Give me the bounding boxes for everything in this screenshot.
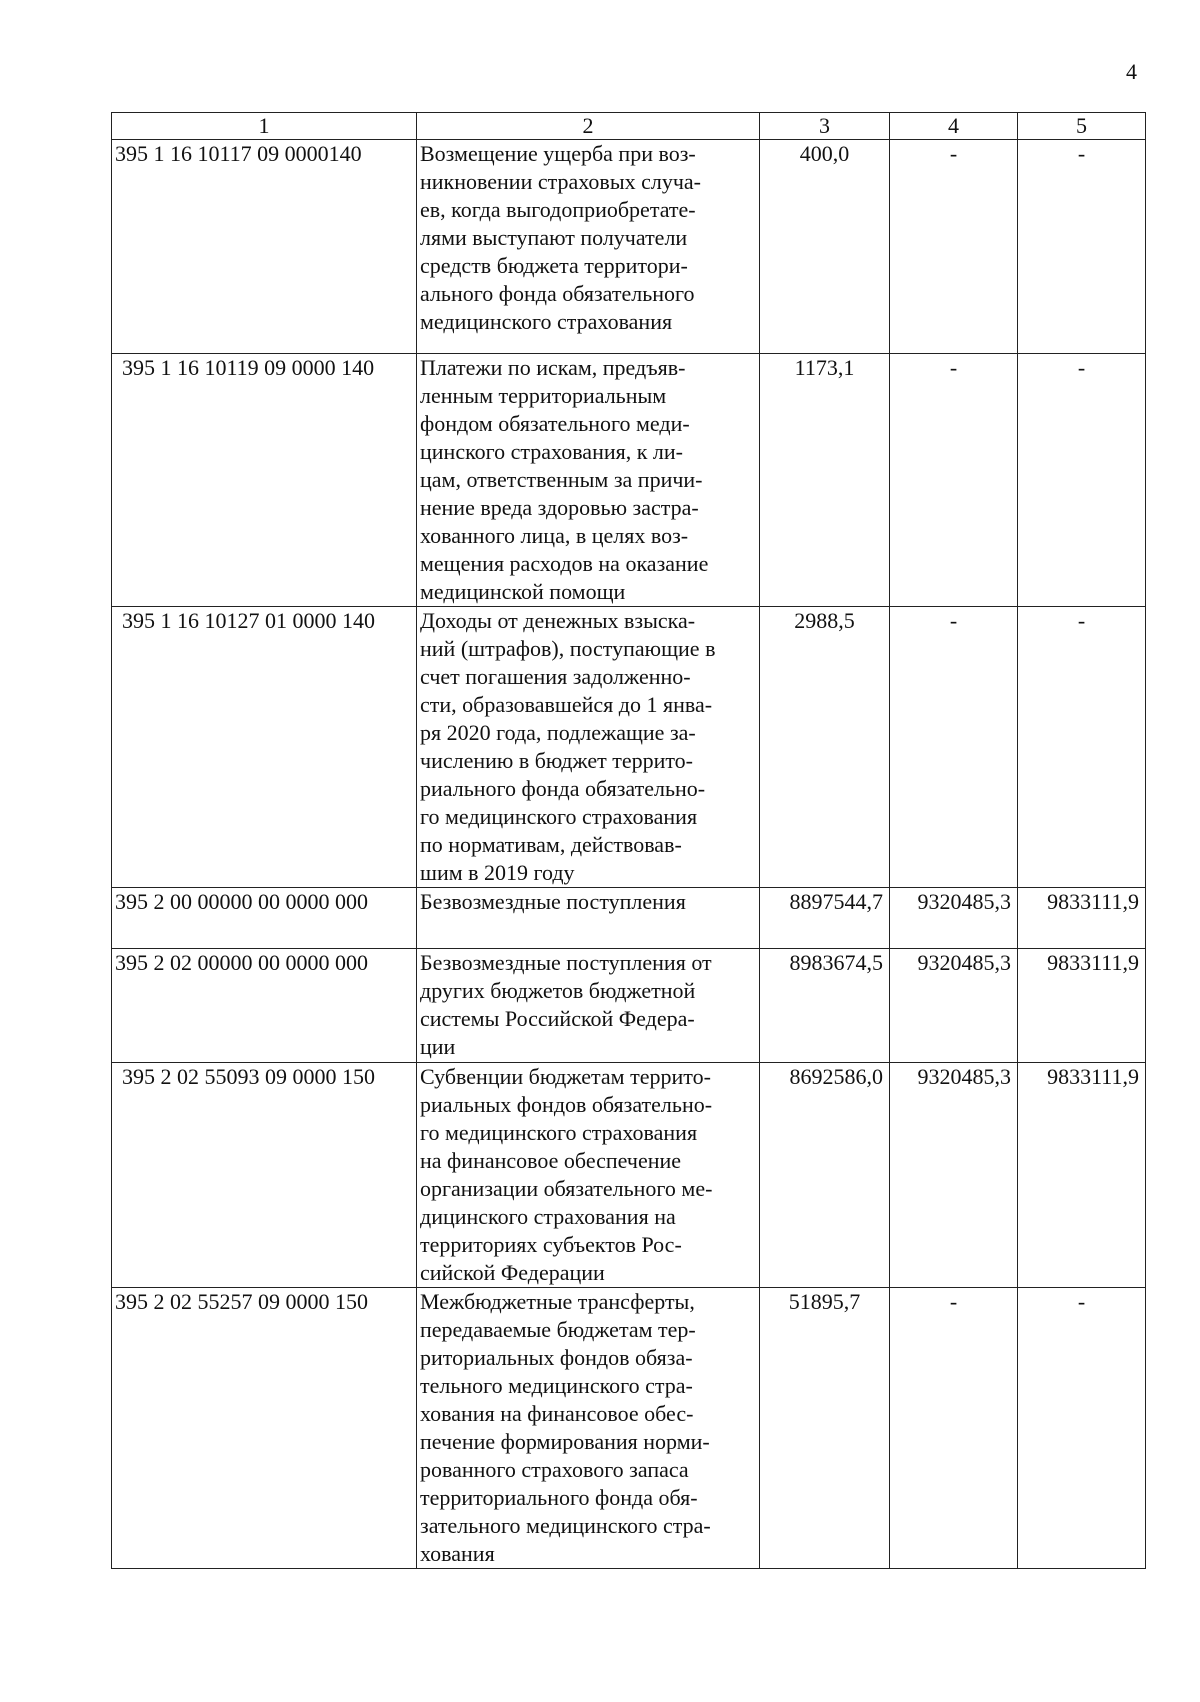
amount-col3-cell: 400,0: [760, 140, 890, 354]
table-row: [112, 1063, 1146, 1288]
item-name-line: печение формирования норми-: [420, 1429, 710, 1454]
table-row: [112, 354, 1146, 607]
item-name-cell: [417, 607, 760, 888]
item-name-line: других бюджетов бюджетной: [420, 978, 696, 1003]
item-name-line: никновении страховых случа-: [420, 169, 701, 194]
item-name-line: территориях субъектов Рос-: [420, 1232, 682, 1257]
item-name-line: фондом обязательного меди-: [420, 411, 690, 436]
item-name-line: территориального фонда обя-: [420, 1485, 698, 1510]
item-name-line: хования: [420, 1541, 495, 1566]
budget-code-cell: 395 1 16 10127 01 0000 140: [112, 607, 417, 888]
item-name-line: го медицинского страхования: [420, 804, 698, 829]
amount-col4-cell: -: [890, 140, 1018, 354]
item-name-line: риториальных фондов обяза-: [420, 1345, 693, 1370]
item-name-line: шим в 2019 году: [420, 860, 575, 885]
item-name-line: риальных фондов обязательно-: [420, 1092, 713, 1117]
item-name-line: передаваемые бюджетам тер-: [420, 1317, 696, 1342]
item-name-line: Межбюджетные трансферты,: [420, 1289, 695, 1314]
header-col-4: 4: [890, 113, 1018, 140]
item-name-cell: [417, 1288, 760, 1569]
item-name-line: по нормативам, действовав-: [420, 832, 682, 857]
amount-col5-cell: 9833111,9: [1018, 1063, 1146, 1288]
item-name-line: системы Российской Федера-: [420, 1006, 695, 1031]
item-name-line: цам, ответственным за причи-: [420, 467, 703, 492]
budget-code-cell: 395 2 02 55257 09 0000 150: [112, 1288, 417, 1569]
item-name-line: Платежи по искам, предъяв-: [420, 355, 686, 380]
item-name-line: сийской Федерации: [420, 1260, 605, 1285]
budget-code-cell: 395 2 02 55093 09 0000 150: [112, 1063, 417, 1288]
item-name-cell: [417, 354, 760, 607]
amount-col3-cell: 8983674,5: [760, 949, 890, 1063]
item-name-line: ев, когда выгодоприобретате-: [420, 197, 696, 222]
item-name-line: ря 2020 года, подлежащие за-: [420, 720, 696, 745]
amount-col3-cell: 1173,1: [760, 354, 890, 607]
table-row: [112, 140, 1146, 354]
amount-col3-cell: 2988,5: [760, 607, 890, 888]
header-col-5: 5: [1018, 113, 1146, 140]
item-name-line: числению в бюджет террито-: [420, 748, 694, 773]
header-col-3: 3: [760, 113, 890, 140]
amount-col4-cell: -: [890, 354, 1018, 607]
item-name-line: мещения расходов на оказание: [420, 551, 709, 576]
item-name-line: счет погашения задолженно-: [420, 664, 691, 689]
item-name-cell: [417, 949, 760, 1063]
item-name-line: го медицинского страхования: [420, 1120, 698, 1145]
item-name-line: средств бюджета территори-: [420, 253, 688, 278]
revenue-table: [111, 112, 1146, 1569]
budget-code-cell: 395 2 02 00000 00 0000 000: [112, 949, 417, 1063]
amount-col3-cell: 8692586,0: [760, 1063, 890, 1288]
amount-col5-cell: 9833111,9: [1018, 888, 1146, 949]
amount-col5-cell: -: [1018, 607, 1146, 888]
item-name-line: на финансовое обеспечение: [420, 1148, 682, 1173]
item-name-line: лями выступают получатели: [420, 225, 688, 250]
item-name-line: хования на финансовое обес-: [420, 1401, 694, 1426]
item-name-line: сти, образовавшейся до 1 янва-: [420, 692, 713, 717]
item-name-line: Безвозмездные поступления от: [420, 950, 712, 975]
item-name-line: зательного медицинского стра-: [420, 1513, 711, 1538]
header-col-2: 2: [417, 113, 760, 140]
amount-col5-cell: -: [1018, 1288, 1146, 1569]
item-name-line: дицинского страхования на: [420, 1204, 676, 1229]
amount-col4-cell: -: [890, 607, 1018, 888]
item-name-cell: [417, 1063, 760, 1288]
header-col-1: 1: [112, 113, 417, 140]
item-name-line: цинского страхования, к ли-: [420, 439, 684, 464]
item-name-line: Безвозмездные поступления: [420, 889, 686, 914]
amount-col3-cell: 8897544,7: [760, 888, 890, 949]
item-name-line: ции: [420, 1034, 456, 1059]
item-name-line: медицинского страхования: [420, 309, 673, 334]
header-row: [112, 113, 1146, 140]
budget-code-cell: 395 1 16 10117 09 0000140: [112, 140, 417, 354]
amount-col4-cell: 9320485,3: [890, 1063, 1018, 1288]
amount-col3-cell: 51895,7: [760, 1288, 890, 1569]
amount-col4-cell: 9320485,3: [890, 888, 1018, 949]
amount-col5-cell: -: [1018, 140, 1146, 354]
item-name-line: нение вреда здоровью застра-: [420, 495, 699, 520]
item-name-line: организации обязательного ме-: [420, 1176, 713, 1201]
item-name-cell: [417, 140, 760, 354]
item-name-line: Субвенции бюджетам террито-: [420, 1064, 711, 1089]
item-name-cell: [417, 888, 760, 949]
amount-col4-cell: -: [890, 1288, 1018, 1569]
item-name-line: медицинской помощи: [420, 579, 626, 604]
item-name-line: ленным территориальным: [420, 383, 667, 408]
item-name-line: Возмещение ущерба при воз-: [420, 141, 696, 166]
amount-col5-cell: -: [1018, 354, 1146, 607]
item-name-line: рованного страхового запаса: [420, 1457, 689, 1482]
amount-col5-cell: 9833111,9: [1018, 949, 1146, 1063]
item-name-line: хованного лица, в целях воз-: [420, 523, 689, 548]
item-name-line: ального фонда обязательного: [420, 281, 695, 306]
table-row: [112, 1288, 1146, 1569]
item-name-line: Доходы от денежных взыска-: [420, 608, 696, 633]
amount-col4-cell: 9320485,3: [890, 949, 1018, 1063]
page-number: 4: [1126, 59, 1137, 84]
table-row: [112, 949, 1146, 1063]
table-row: [112, 607, 1146, 888]
item-name-line: тельного медицинского стра-: [420, 1373, 693, 1398]
item-name-line: риального фонда обязательно-: [420, 776, 706, 801]
budget-code-cell: 395 1 16 10119 09 0000 140: [112, 354, 417, 607]
table-row: [112, 888, 1146, 949]
budget-code-cell: 395 2 00 00000 00 0000 000: [112, 888, 417, 949]
item-name-line: ний (штрафов), поступающие в: [420, 636, 716, 661]
